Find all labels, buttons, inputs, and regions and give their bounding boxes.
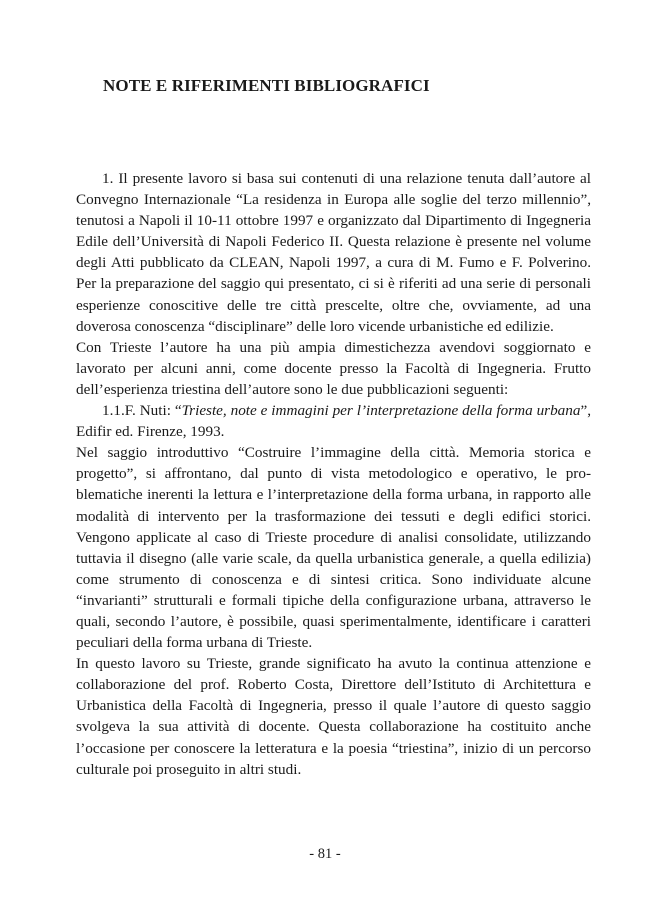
note-paragraph: 1. Il presente lavoro si basa sui contenuti di una relazione tenuta dall’autore al Convegno Internazionale “La residenza in Europa alle soglie del terzo millennio”, tenutosi a Napoli il 10-11 ottobre 1997 e organizzato dal Dipartimento di Ingegneria Edile dell’Università di Napoli Federico II. Questa relazione è presente nel volume degli Atti pubblicato da CLEAN, Napoli 1997, a cura di M. Fumo e F. Polverino. Per la preparazione del saggio qui presentato, ci si è riferiti ad una serie di personali esperienze conoscitive delle tre città prescelte, oltre che, ovviamente, ad una doverosa conoscenza “disciplinare” delle loro vicende urbanistiche ed edilizie. [76,170,591,335]
page-title: NOTE E RIFERIMENTI BIBLIOGRAFICI [103,76,430,95]
page-number: - 81 - [309,846,341,862]
notes-body [76,168,591,780]
note-paragraph: In questo lavoro su Trieste, grande significato ha avuto la continua attenzione e collaborazione del prof. Roberto Costa, Direttore dell’Istituto di Architettura e Urbanistica della Facoltà di Ingegneria, presso il quale l’autore di questo saggio svolgeva la sua attività di docente. Questa collaborazione ha costituito anche l’occasione per conoscere la letteratura e la poesia “triestina”, inizio di un percorso culturale poi proseguito in altri studi. [76,655,591,778]
note-paragraph: Nel saggio introduttivo “Costruire l’immagine della città. Memoria storica e progetto”, si affrontano, dal punto di vista metodologico e operativo, le problematiche inerenti la lettura e l’interpretazione della forma urbana, in rapporto alle modalità di intervento per la trasformazione dei tessuti e degli edifici storici. Vengono applicate al caso di Trieste procedure di analisi consolidate, utilizzando tuttavia il disegno (alle varie scale, da quella urbanistica generale, a quella edilizia) come strumento di conoscenza e di sintesi critica. Sono individuate alcune “invarianti” strutturali e formali tipiche della configurazione urbana, attraverso le quali, secondo l’autore, è possibile, quasi sperimentalmente, identificare i caratteri peculiari della forma urbana di Trieste. [76,444,591,652]
note-paragraph: Con Trieste l’autore ha una più ampia dimestichezza avendovi soggiornato e lavorato per alcuni anni, come docente presso la Facoltà di Ingegneria. Frutto dell’esperienza triestina dell’autore sono le due pubblicazioni seguenti: [76,338,591,398]
reference-title: Trieste, note e immagini per l’interpretazione della forma urbana [181,402,581,420]
reference-publisher: ”, Edifir ed. Firenze, 1993. [76,402,592,441]
bibliography-reference [76,400,591,442]
reference-author: 1.1.F. Nuti: “ [102,402,182,420]
